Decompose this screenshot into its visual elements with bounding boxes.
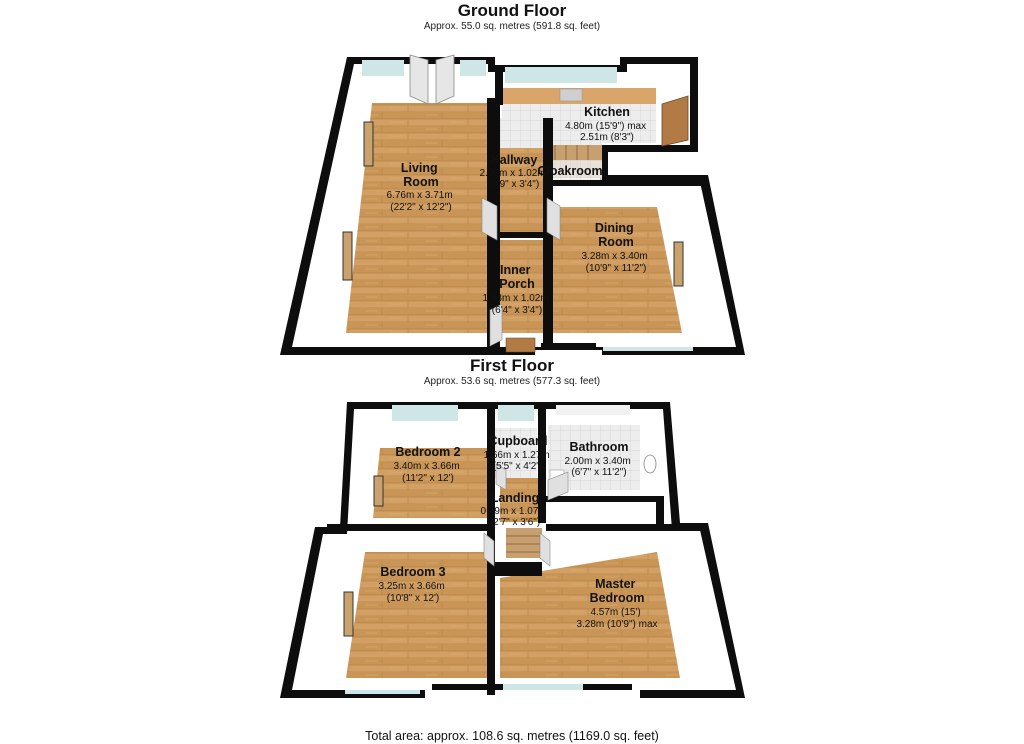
bedroom-2-fireplace (374, 476, 383, 506)
bedroom-3-dims: 3.25m x 3.66m (10'8" x 12') (378, 581, 445, 604)
master-bedroom-dims: 4.57m (15') 3.28m (10'9") max (576, 607, 658, 630)
kitchen-sink (560, 89, 582, 101)
first-floor-title: First Floor (469, 356, 555, 375)
partition-wall (546, 524, 706, 531)
landing-label: Landing (490, 491, 540, 505)
dining-room-dims: 3.28m x 3.40m (10'9" x 11'2") (581, 251, 648, 274)
hallway-dims: 2.97m x 1.02m (9'9" x 3'4") (479, 168, 546, 190)
cupboard-label: Cupboard (488, 434, 548, 448)
window (503, 684, 583, 690)
partition-wall (495, 65, 503, 105)
living-room-label: Living Room (400, 161, 439, 189)
front-door (506, 338, 535, 352)
ground-floor-area: Approx. 55.0 sq. metres (591.8 sq. feet) (423, 21, 601, 32)
window (498, 405, 534, 421)
dining-room-fireplace (674, 242, 683, 286)
back-door (662, 96, 688, 146)
hallway-label: Hallway (490, 153, 538, 167)
window (556, 405, 630, 415)
partition-wall (327, 524, 492, 531)
partition-wall (543, 180, 703, 186)
first-floor-area: Approx. 53.6 sq. metres (577.3 sq. feet) (423, 376, 601, 387)
cloakroom-label: Cloakroom (537, 164, 603, 178)
partition-wall (656, 496, 664, 526)
window (362, 60, 404, 76)
living-room-fireplace (343, 232, 352, 280)
bathroom-label: Bathroom (569, 440, 629, 454)
bedroom-2-dims: 3.40m x 3.66m (11'2" x 12') (393, 461, 460, 484)
living-room-dims: 6.76m x 3.71m (22'2" x 12'2") (386, 190, 453, 213)
bedroom-3-fireplace (344, 592, 353, 636)
cupboard-dims: 1.66m x 1.27m (5'5" x 4'2") (483, 450, 550, 472)
window (392, 405, 458, 421)
window (345, 690, 420, 694)
bathroom-dims: 2.00m x 3.40m (6'7" x 11'2") (564, 456, 631, 478)
landing-cupboard (548, 502, 648, 524)
ground-floor-title: Ground Floor (457, 1, 567, 20)
patio-door (410, 55, 428, 104)
inner-porch-dims: 1.93m x 1.02m (6'4" x 3'4") (482, 293, 549, 316)
partition-wall (492, 562, 542, 576)
bedroom-3-label: Bedroom 3 (380, 565, 446, 579)
patio-door (436, 55, 454, 104)
inner-porch-label: Inner Porch (499, 263, 535, 291)
kitchen-label: Kitchen (584, 105, 630, 119)
toilet (644, 455, 656, 473)
master-bedroom-label: Master Bedroom (589, 577, 645, 605)
window (603, 347, 693, 351)
living-room-fireplace (364, 122, 373, 166)
first-floor-stairs (506, 528, 542, 558)
total-area: Total area: approx. 108.6 sq. metres (1169.0 sq. feet) (365, 729, 659, 743)
landing-dims: 0.79m x 1.07m (2'7" x 3'6") (480, 506, 547, 528)
window (505, 67, 617, 83)
window (460, 60, 486, 76)
bedroom-2-label: Bedroom 2 (395, 445, 461, 459)
dining-room-label: Dining Room (594, 221, 634, 249)
partition-wall (546, 496, 656, 502)
kitchen-dims: 4.80m (15'9") max 2.51m (8'3") (565, 121, 647, 143)
